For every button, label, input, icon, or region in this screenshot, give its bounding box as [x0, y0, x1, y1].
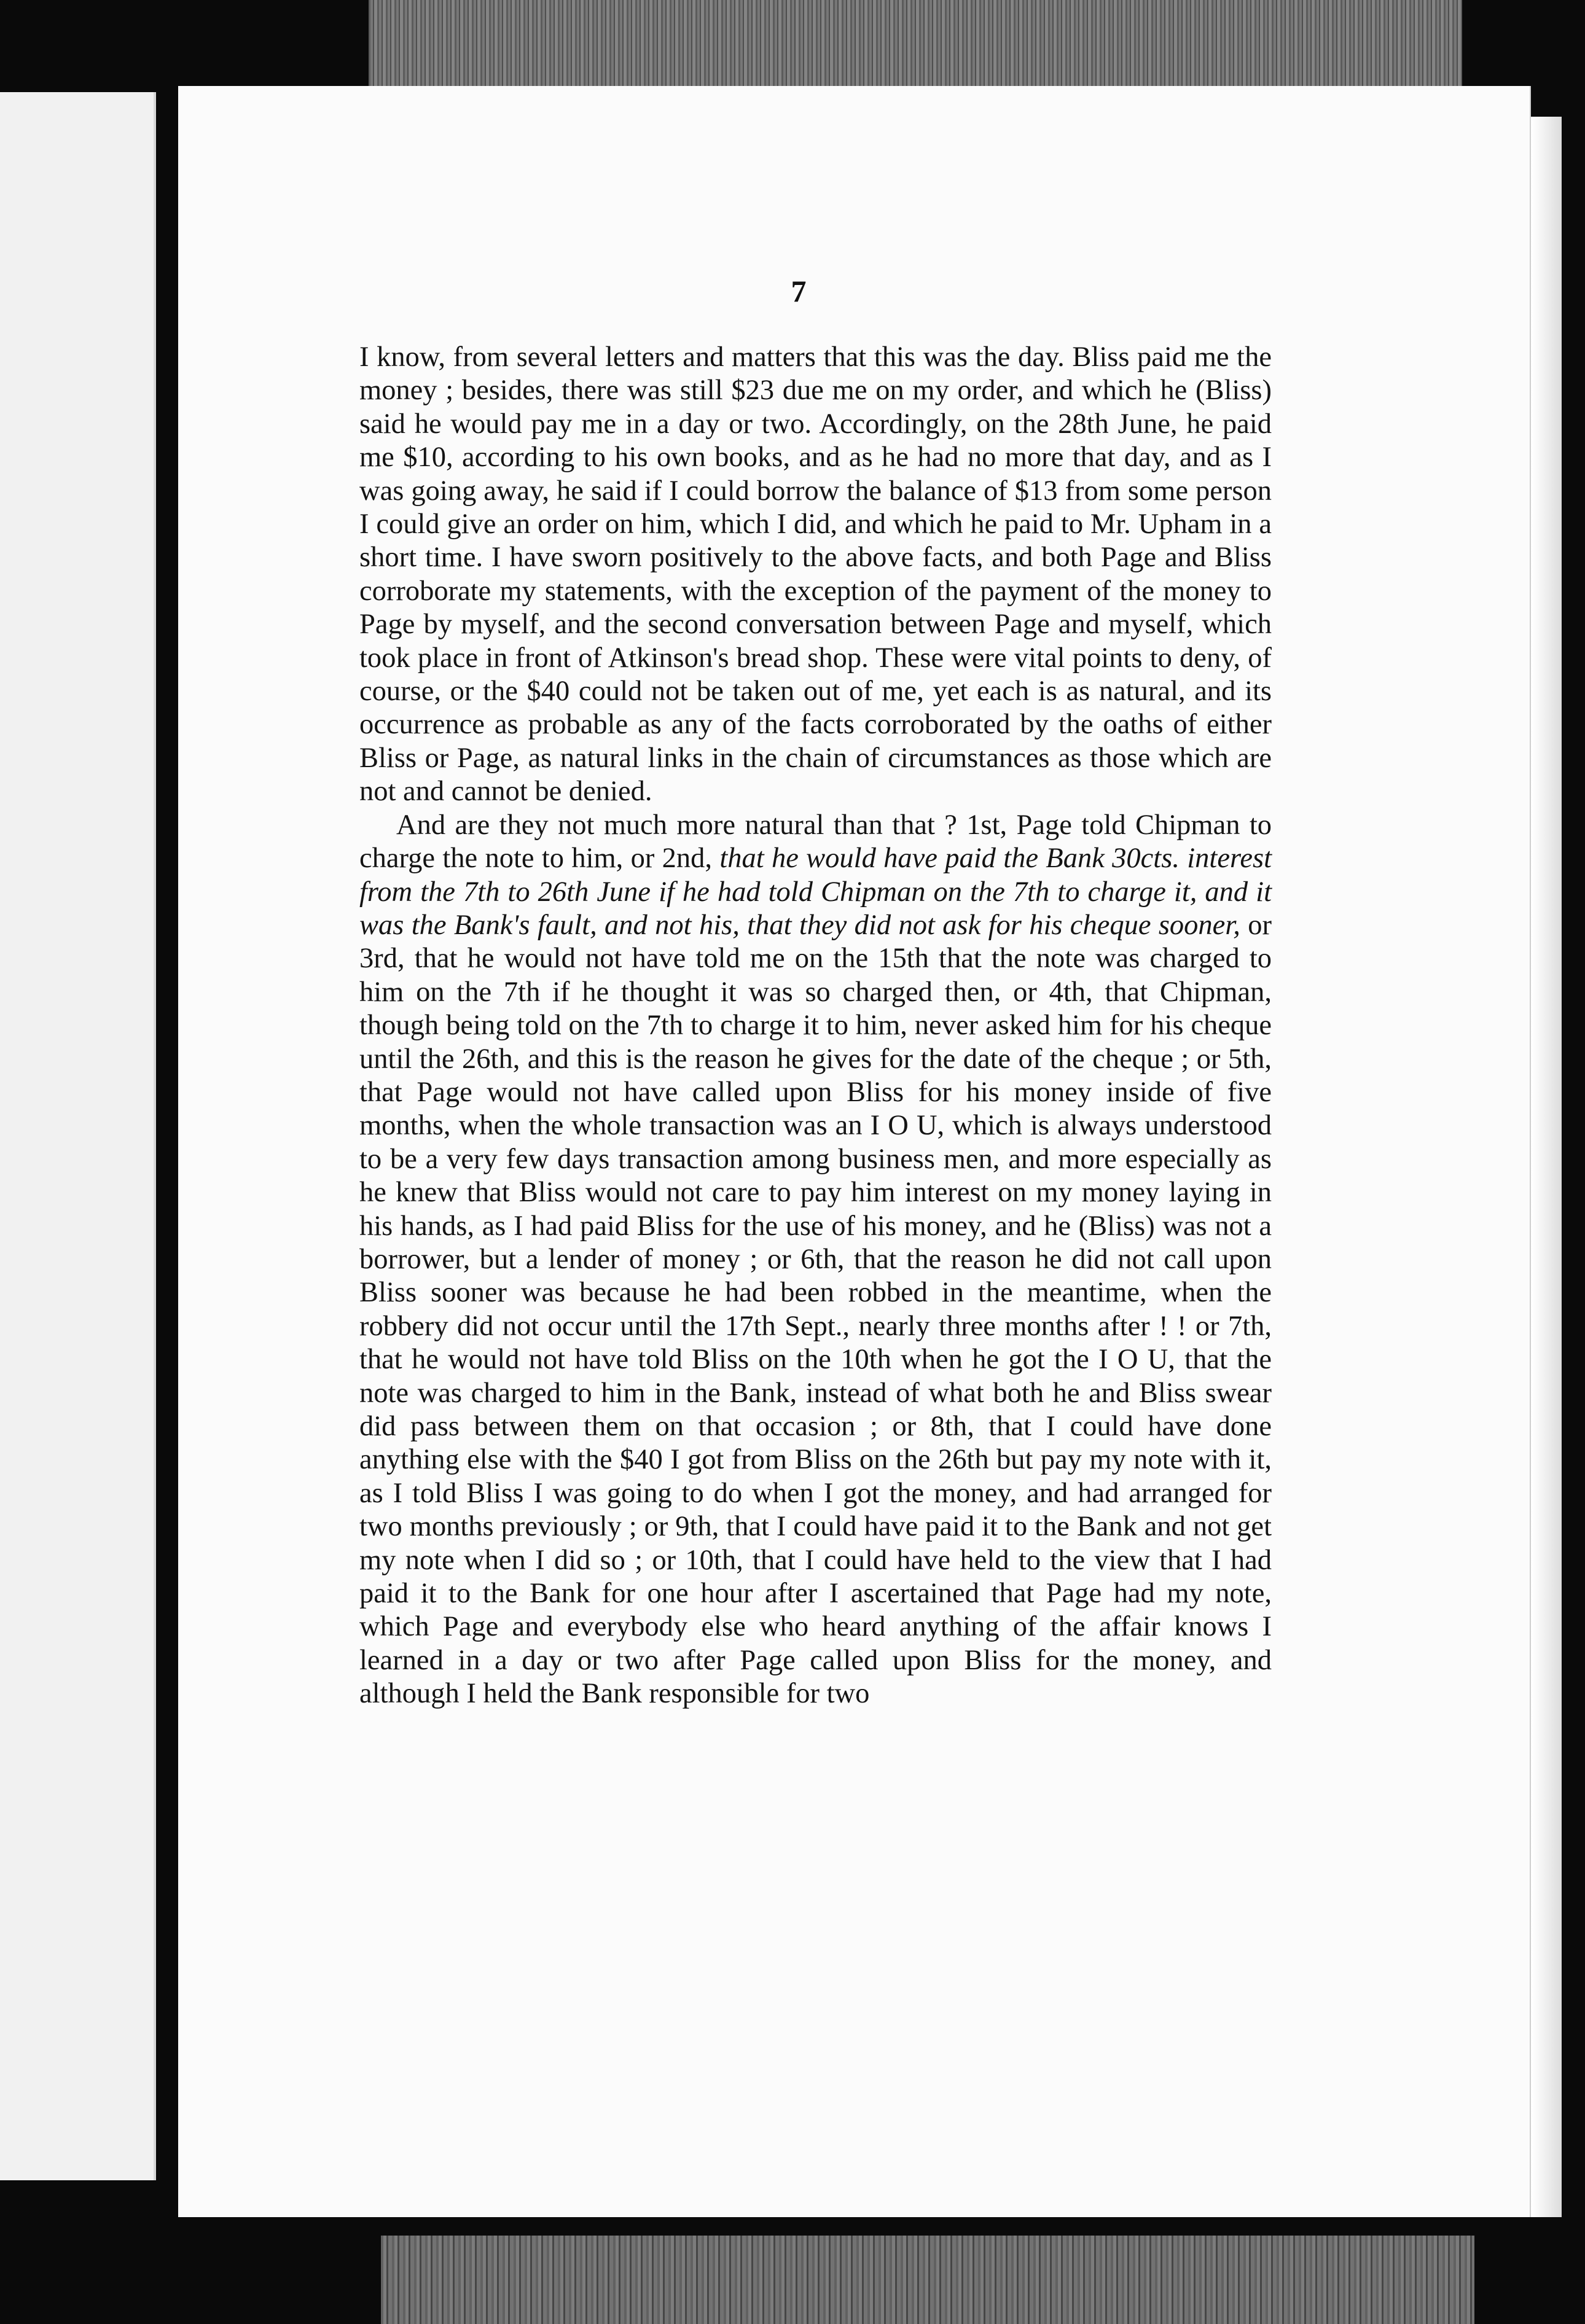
page-number: 7 — [791, 274, 807, 308]
scan-border-top — [369, 0, 1462, 86]
paragraph-2 — [359, 809, 1272, 1711]
paragraph-2-text-end: or 3rd, that he would not have told me on the 15th that the note was charged to him on the 7th if he thought it was so charged then, or 4th, that Chipman, though being told on the 7th to charge it to him, never asked him for his cheque until the 26th, and this is the reason he gives for the date of the cheque ; or 5th, that Page would not have called upon Bliss for his money inside of five months, when the whole transaction was an I O U, which is always understood to be a very few days transaction among business men, and more especially as he knew that Bliss would not care to pay him interest on my money laying in his hands, as I had paid Bliss for the use of his money, and he (Bliss) was not a borrower, but a lender of money ; or 6th, that the reason he did not call upon Bliss sooner was because he had been robbed in the meantime, when the robbery did not occur until the 17th Sept., nearly three months after ! ! or 7th, that he would not have told Bliss on the 10th when he got the I O U, that the note was charged to him in the Bank, instead of what both he and Bliss swear did pass between them on that occasion ; or 8th, that I could have done anything else with the $40 I got from Bliss on the 26th but pay my note with it, as I told Bliss I was going to do when I got the money, and had arranged for two months previously ; or 9th, that I could have paid it to the Bank and not get my note when I did so ; or 10th, that I could have held to the view that I had paid it to the Bank for one hour after I ascertained that Page had my note, which Page and everybody else who heard anything of the affair knows I learned in a day or two after Page called upon Bliss for the money, and although I held the Bank responsible for two — [359, 909, 1272, 1710]
facing-page-edge — [0, 92, 156, 2180]
page-body — [359, 341, 1272, 1711]
scan-border-bottom — [381, 2236, 1474, 2324]
paragraph-1: I know, from several letters and matters that this was the day. Bliss paid me the money ; besides, there was still $23 due me on my order, and which he (Bliss) said he would pay me in a day or two. Accordingly, on the 28th June, he paid me $10, according to his own books, and as he had no more that day, and as I was going away, he said if I could borrow the balance of $13 from some person I could give an order on him, which I did, and which he paid to Mr. Upham in a short time. I have sworn positively to the above facts, and both Page and Bliss corroborate my statements, with the exception of the payment of the money to Page by myself, and the second conversation between Page and myself, which took place in front of Atkinson's bread shop. These were vital points to deny, of course, or the $40 could not be taken out of me, yet each is as natural, and its occurrence as probable as any of the facts corroborated by the oaths of either Bliss or Page, as natural links in the chain of circumstances as those which are not and cannot be denied. — [359, 341, 1272, 808]
paragraph-2-text-start: And are they not much more natural than that ? 1st, Page told Chipman to charge the note to him, or 2nd, — [359, 809, 1272, 875]
paragraph-2-italic-passage: that he would have paid the Bank 30cts. interest from the 7th to 26th June if he had told Chipman on the 7th to charge it, and it was the Bank's fault, and not his, that they did not ask for his cheque sooner, — [359, 843, 1272, 941]
